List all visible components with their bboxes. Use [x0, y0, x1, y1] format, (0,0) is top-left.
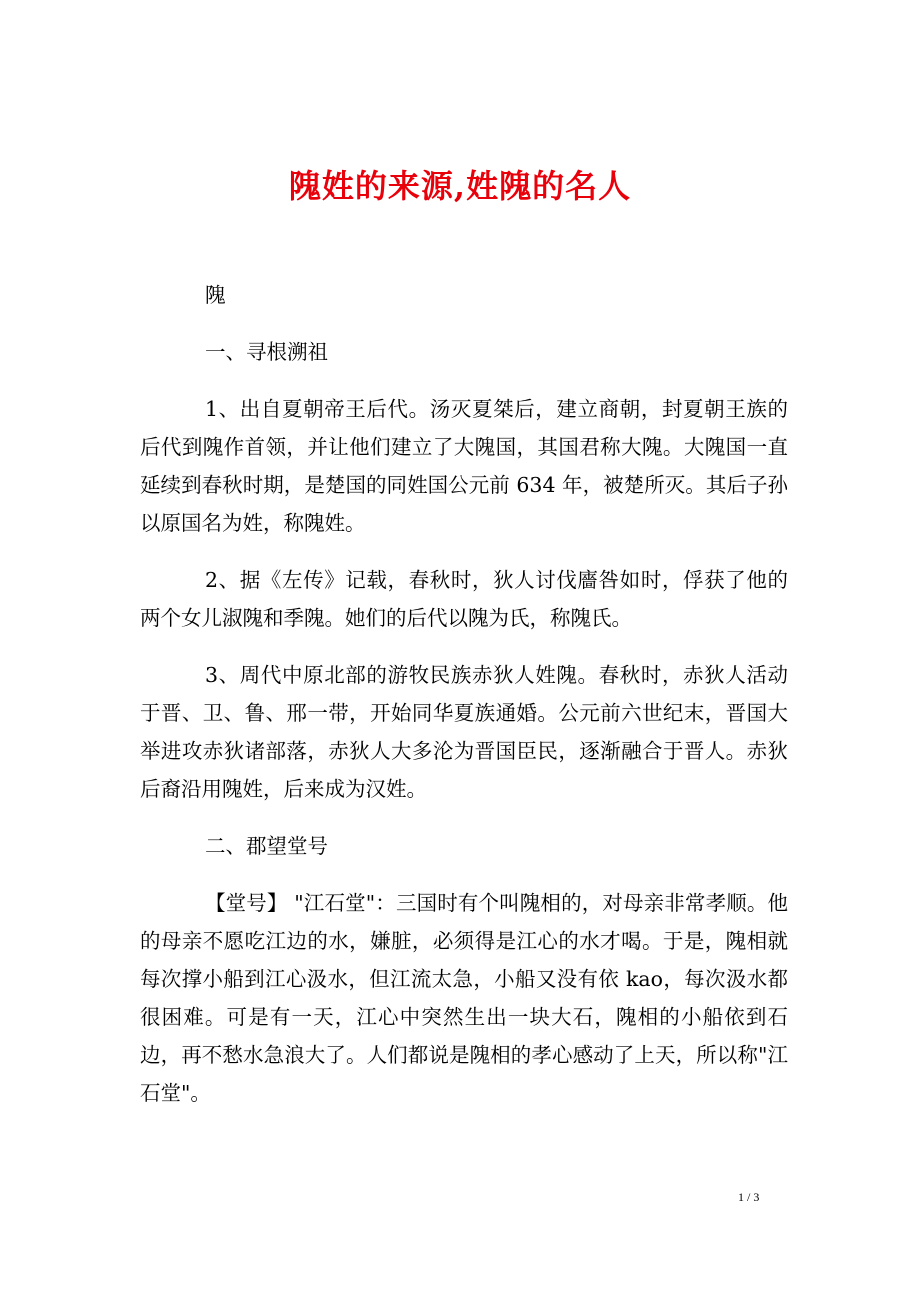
paragraph-origin-3: 3、周代中原北部的游牧民族赤狄人姓隗。春秋时，赤狄人活动于晋、卫、鲁、邢一带，开始同华夏族通婚。公元前六世纪末，晋国大举进攻赤狄诸部落，赤狄人大多沦为晋国臣民，逐渐融合于晋人。赤狄后裔沿用隗姓，后来成为汉姓。: [140, 663, 788, 801]
section-heading-origins: 一、寻根溯祖: [205, 340, 328, 364]
paragraph-origin-2: 2、据《左传》记载，春秋时，狄人讨伐廧咎如时，俘获了他的两个女儿淑隗和季隗。她们的后代以隗为氏，称隗氏。: [140, 568, 788, 630]
section-heading-hall-names: 二、郡望堂号: [205, 834, 328, 858]
body-text: [140, 276, 788, 1131]
paragraph-hall-name: 【堂号】 "江石堂"：三国时有个叫隗相的，对母亲非常孝顺。他的母亲不愿吃江边的水，嫌脏，必须得是江心的水才喝。于是，隗相就每次撑小船到江心汲水，但江流太急，小船又没有依 kao，每次汲水都很困难。可是有一天，江心中突然生出一块大石，隗相的小船依到石边，再不愁水急浪大了。人们都说是隗相的孝心感动了上天，所以称"江石堂"。: [140, 891, 788, 1105]
page-number: 1 / 3: [738, 1190, 760, 1204]
paragraph-surname: 隗: [205, 283, 226, 307]
page-title: 隗姓的来源,姓隗的名人: [288, 167, 632, 206]
paragraph-origin-1: 1、出自夏朝帝王后代。汤灭夏桀后，建立商朝，封夏朝王族的后代到隗作首领，并让他们建立了大隗国，其国君称大隗。大隗国一直延续到春秋时期，是楚国的同姓国公元前 634 年，被楚所灭。其后子孙以原国名为姓，称隗姓。: [140, 397, 788, 535]
